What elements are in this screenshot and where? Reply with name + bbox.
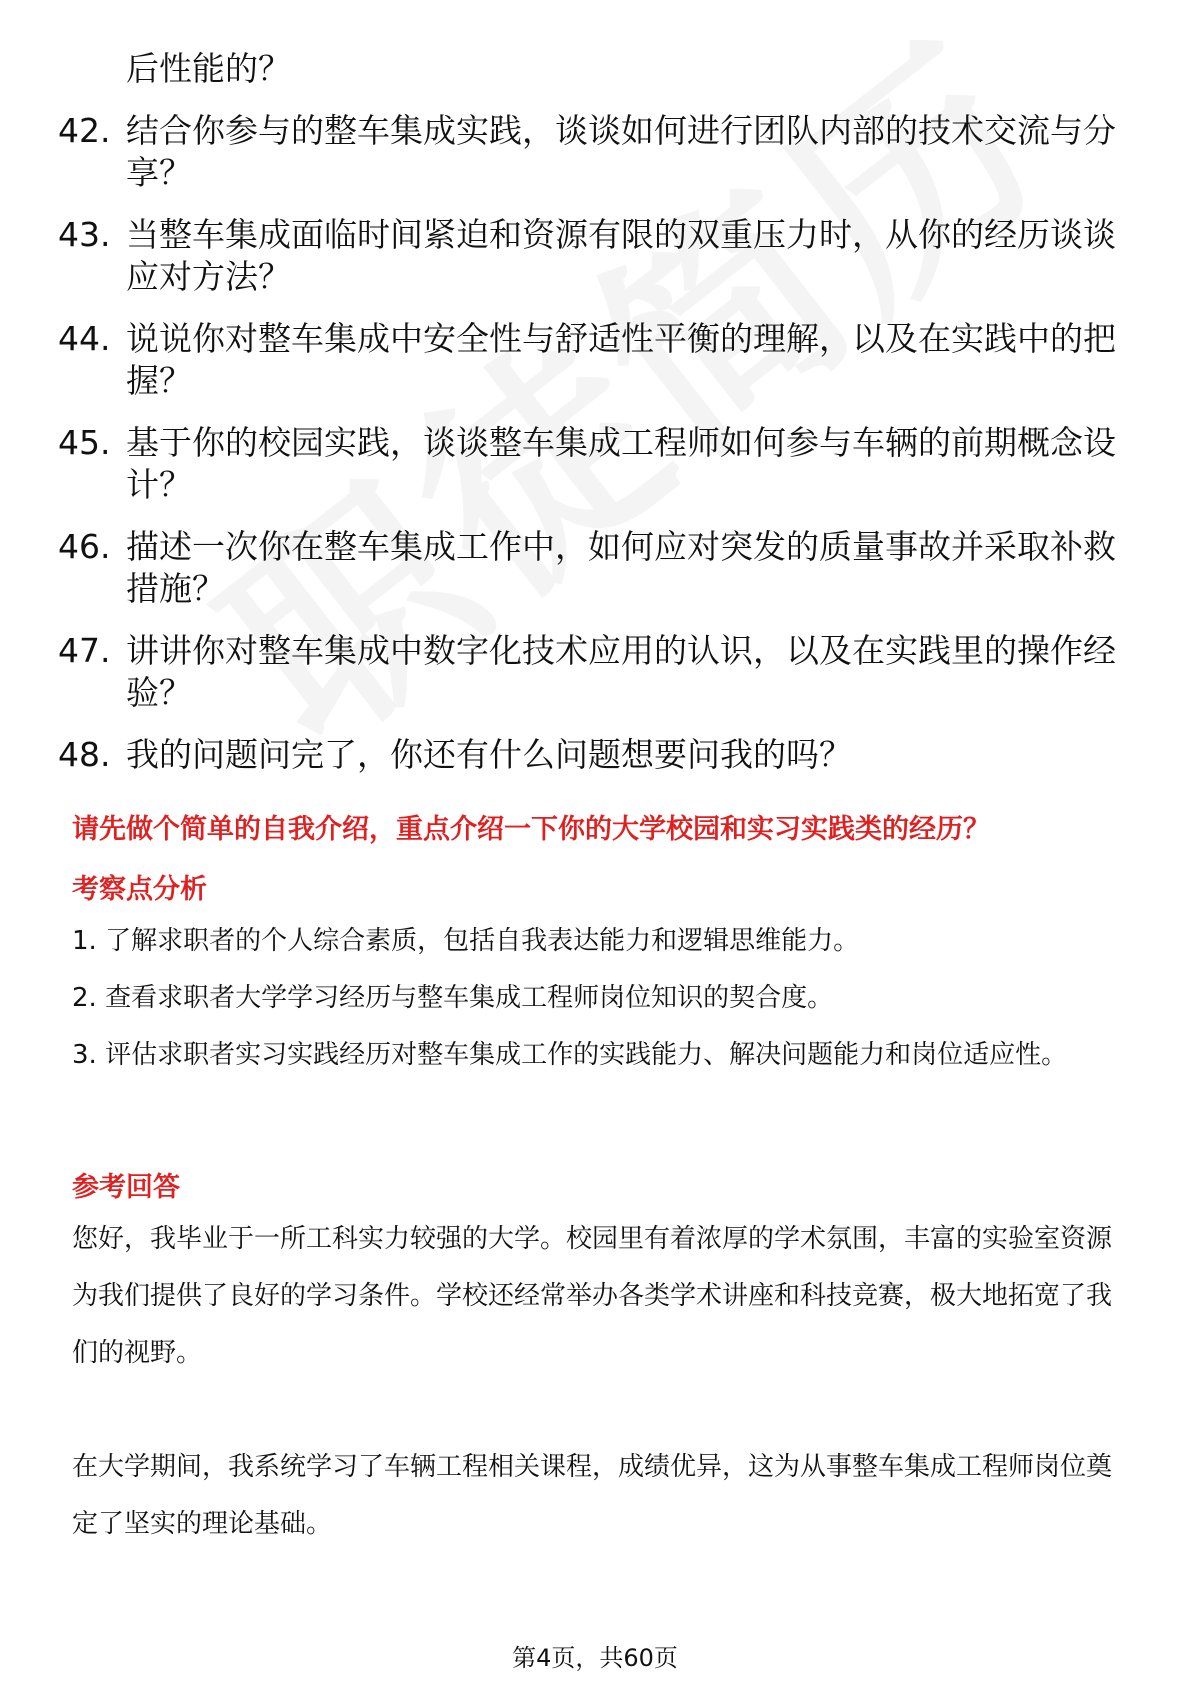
analysis-points xyxy=(72,913,1132,1084)
question-number: 43. xyxy=(58,215,111,254)
question-list xyxy=(58,48,1128,796)
question-number: 46. xyxy=(58,527,111,566)
question-text: 说说你对整车集成中安全性与舒适性平衡的理解，以及在实践中的把握？ xyxy=(126,319,1116,400)
question-item xyxy=(58,214,1128,298)
question-number: 44. xyxy=(58,319,111,358)
featured-question-section xyxy=(72,812,1132,848)
analysis-point: 3. 评估求职者实习实践经历对整车集成工作的实践能力、解决问题能力和岗位适应性。 xyxy=(72,1040,1068,1070)
featured-question: 请先做个简单的自我介绍，重点介绍一下你的大学校园和实习实践类的经历？ xyxy=(72,814,990,845)
question-item xyxy=(58,318,1128,402)
question-text: 结合你参与的整车集成实践，谈谈如何进行团队内部的技术交流与分享？ xyxy=(126,111,1116,192)
question-text: 当整车集成面临时间紧迫和资源有限的双重压力时，从你的经历谈谈应对方法？ xyxy=(126,215,1116,296)
analysis-section xyxy=(72,872,1132,1084)
question-continuation xyxy=(58,48,1128,90)
answer-heading: 参考回答 xyxy=(72,1172,180,1203)
question-item xyxy=(58,526,1128,610)
answer-section xyxy=(72,1170,1132,1553)
question-text: 描述一次你在整车集成工作中，如何应对突发的质量事故并采取补救措施？ xyxy=(126,527,1116,608)
question-number: 45. xyxy=(58,423,111,462)
question-item xyxy=(58,110,1128,194)
page-footer: 第4页，共60页 xyxy=(512,1644,678,1672)
analysis-point: 1. 了解求职者的个人综合素质，包括自我表达能力和逻辑思维能力。 xyxy=(72,926,860,956)
question-text: 我的问题问完了，你还有什么问题想要问我的吗？ xyxy=(126,735,852,774)
question-number: 42. xyxy=(58,111,111,150)
question-text: 后性能的？ xyxy=(126,49,291,88)
analysis-heading: 考察点分析 xyxy=(72,874,207,905)
question-item xyxy=(58,734,1128,776)
question-text: 讲讲你对整车集成中数字化技术应用的认识，以及在实践里的操作经验？ xyxy=(126,631,1116,712)
answer-paragraph: 在大学期间，我系统学习了车辆工程相关课程，成绩优异，这为从事整车集成工程师岗位奠定了坚实的理论基础。 xyxy=(72,1452,1113,1539)
answer-paragraph: 您好，我毕业于一所工科实力较强的大学。校园里有着浓厚的学术氛围，丰富的实验室资源为我们提供了良好的学习条件。学校还经常举办各类学术讲座和科技竞赛，极大地拓宽了我们的视野。 xyxy=(72,1224,1113,1368)
analysis-point: 2. 查看求职者大学学习经历与整车集成工程师岗位知识的契合度。 xyxy=(72,983,834,1013)
question-number: 48. xyxy=(58,735,111,774)
question-item xyxy=(58,630,1128,714)
question-text: 基于你的校园实践，谈谈整车集成工程师如何参与车辆的前期概念设计？ xyxy=(126,423,1116,504)
question-item xyxy=(58,422,1128,506)
question-number: 47. xyxy=(58,631,111,670)
